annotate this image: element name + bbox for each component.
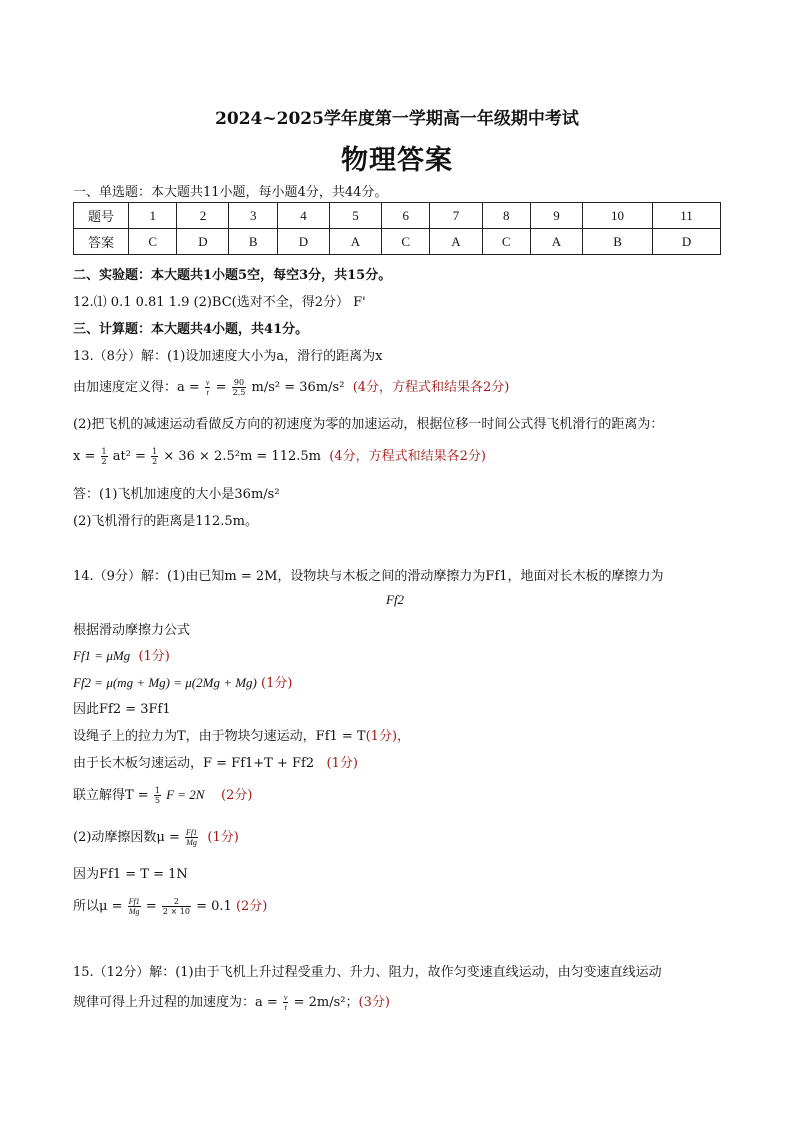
- score-note: (1分): [326, 756, 358, 771]
- answer-title: 物理答案: [341, 145, 453, 176]
- question-number: 2: [177, 203, 229, 229]
- q13-x-prefix: x =: [73, 449, 96, 464]
- answer-cell: B: [582, 229, 652, 255]
- answer-table: [73, 202, 721, 255]
- table-header-answer: 答案: [74, 229, 129, 255]
- score-note: (1分): [138, 649, 170, 664]
- answer-cell: C: [482, 229, 530, 255]
- question-number: 10: [582, 203, 652, 229]
- answer-cell: C: [382, 229, 430, 255]
- question-number: 6: [382, 203, 430, 229]
- table-row-answers: [74, 229, 721, 255]
- q15-line: 规律可得上升过程的加速度为：a = $\frac{v}{t}$ = 2m/s²；(3分): [73, 993, 390, 1012]
- q14-line: 联立解得T = $\frac{1}{5}$ F = 2N (2分): [73, 786, 253, 805]
- q15-intro: 15.（12分）解：(1)由于飞机上升过程受重力、升力、阻力，故作匀变速直线运动，由匀变速直线运动: [73, 965, 662, 980]
- answer-cell: A: [530, 229, 582, 255]
- q13-part2: (2)把飞机的减速运动看做反方向的初速度为零的加速运动，根据位移一时间公式得飞机滑行的距离为：: [73, 417, 664, 432]
- q14-line: 所以μ = $\frac{Ff1}{Mg}$ = $\frac{2}{2 \times 10}$ = 0.1 (2分): [73, 897, 268, 916]
- fraction: $\frac{2}{2 \times 10}$: [162, 897, 190, 916]
- fraction: $\frac{Ff1}{Mg}$: [186, 828, 198, 847]
- q14-line: 因为Ff1 = T = 1N: [73, 867, 188, 882]
- q14-intro: 14.（9分）解：(1)由已知m = 2M，设物块与木板之间的滑动摩擦力为Ff1，地面对长木板的摩擦力为: [73, 569, 664, 584]
- fraction: $\frac{v}{t}$: [283, 993, 288, 1012]
- q13-intro: 13.（8分）解：(1)设加速度大小为a，滑行的距离为x: [73, 349, 383, 364]
- q14-line: Ff2 = μ(mg + Mg) = μ(2Mg + Mg) (1分): [73, 675, 293, 691]
- answer-cell: D: [653, 229, 721, 255]
- q13-x-mid: at² =: [112, 449, 146, 464]
- q14-line: (2)动摩擦因数μ = $\frac{Ff1}{Mg}$ (1分): [73, 828, 239, 847]
- q13-accel-line: 由加速度定义得：a = $\frac{v}{t}$ = $\frac{90}{2.5}$ m/s² = 36m/s² (4分，方程式和结果各2分): [73, 378, 510, 397]
- question-number: 5: [329, 203, 381, 229]
- q13-answer-2: (2)飞机滑行的距离是112.5m。: [73, 514, 258, 529]
- fraction: $\frac{1}{5}$: [154, 786, 160, 805]
- q14-line: 因此Ff2 = 3Ff1: [73, 702, 171, 717]
- score-note: (3分): [358, 995, 390, 1010]
- score-note: (1分): [261, 676, 293, 691]
- question-number: 8: [482, 203, 530, 229]
- answer-cell: A: [329, 229, 381, 255]
- score-note: (1分)，: [365, 729, 411, 744]
- q14-line: 设绳子上的拉力为T，由于物块匀速运动，Ff1 = T(1分)，: [73, 729, 411, 744]
- answer-cell: D: [177, 229, 229, 255]
- table-row-numbers: [74, 203, 721, 229]
- fraction: $\frac{1}{2}$: [152, 447, 158, 466]
- q12-answer: 12.⑴ 0.1 0.81 1.9 (2)BC(选对不全，得2分） F': [73, 295, 366, 310]
- q14-line: 由于长木板匀速运动，F = Ff1+T + Ff2 (1分): [73, 756, 358, 771]
- fraction: $\frac{Ff1}{Mg}$: [128, 897, 140, 916]
- score-note: (4分，方程式和结果各2分): [329, 449, 486, 464]
- question-number: 7: [430, 203, 482, 229]
- fraction: $\frac{v}{t}$: [205, 378, 210, 397]
- score-note: (2分): [221, 788, 253, 803]
- question-number: 9: [530, 203, 582, 229]
- q13-accel-prefix: 由加速度定义得：a =: [73, 380, 200, 395]
- question-number: 4: [277, 203, 329, 229]
- q13-answer-1: 答：(1)飞机加速度的大小是36m/s²: [73, 487, 280, 502]
- question-number: 11: [653, 203, 721, 229]
- q14-intro-cont: Ff2: [386, 592, 405, 607]
- answer-cell: C: [129, 229, 177, 255]
- score-note: (1分): [207, 830, 239, 845]
- section-1-heading: 一、单选题：本大题共11小题，每小题4分，共44分。: [73, 185, 388, 200]
- score-note: (4分，方程式和结果各2分): [352, 380, 510, 395]
- exam-title: 2024~2025学年度第一学期高一年级期中考试: [215, 109, 579, 129]
- q14-line: Ff1 = μMg (1分): [73, 648, 170, 664]
- q14-line: 根据滑动摩擦力公式: [73, 623, 191, 638]
- section-2-heading: 二、实验题：本大题共1小题5空，每空3分，共15分。: [73, 268, 392, 283]
- answer-cell: D: [277, 229, 329, 255]
- section-3-heading: 三、计算题：本大题共4小题，共41分。: [73, 322, 309, 337]
- fraction: $\frac{1}{2}$: [101, 447, 107, 466]
- question-number: 3: [229, 203, 277, 229]
- q13-x-result: × 36 × 2.5²m = 112.5m: [163, 449, 321, 464]
- answer-cell: B: [229, 229, 277, 255]
- table-header-number: 题号: [74, 203, 129, 229]
- question-number: 1: [129, 203, 177, 229]
- answer-cell: A: [430, 229, 482, 255]
- score-note: (2分): [235, 899, 268, 914]
- q13-accel-result: m/s² = 36m/s²: [251, 380, 345, 395]
- q13-x-line: [73, 445, 486, 466]
- fraction: $\frac{90}{2.5}$: [232, 378, 246, 397]
